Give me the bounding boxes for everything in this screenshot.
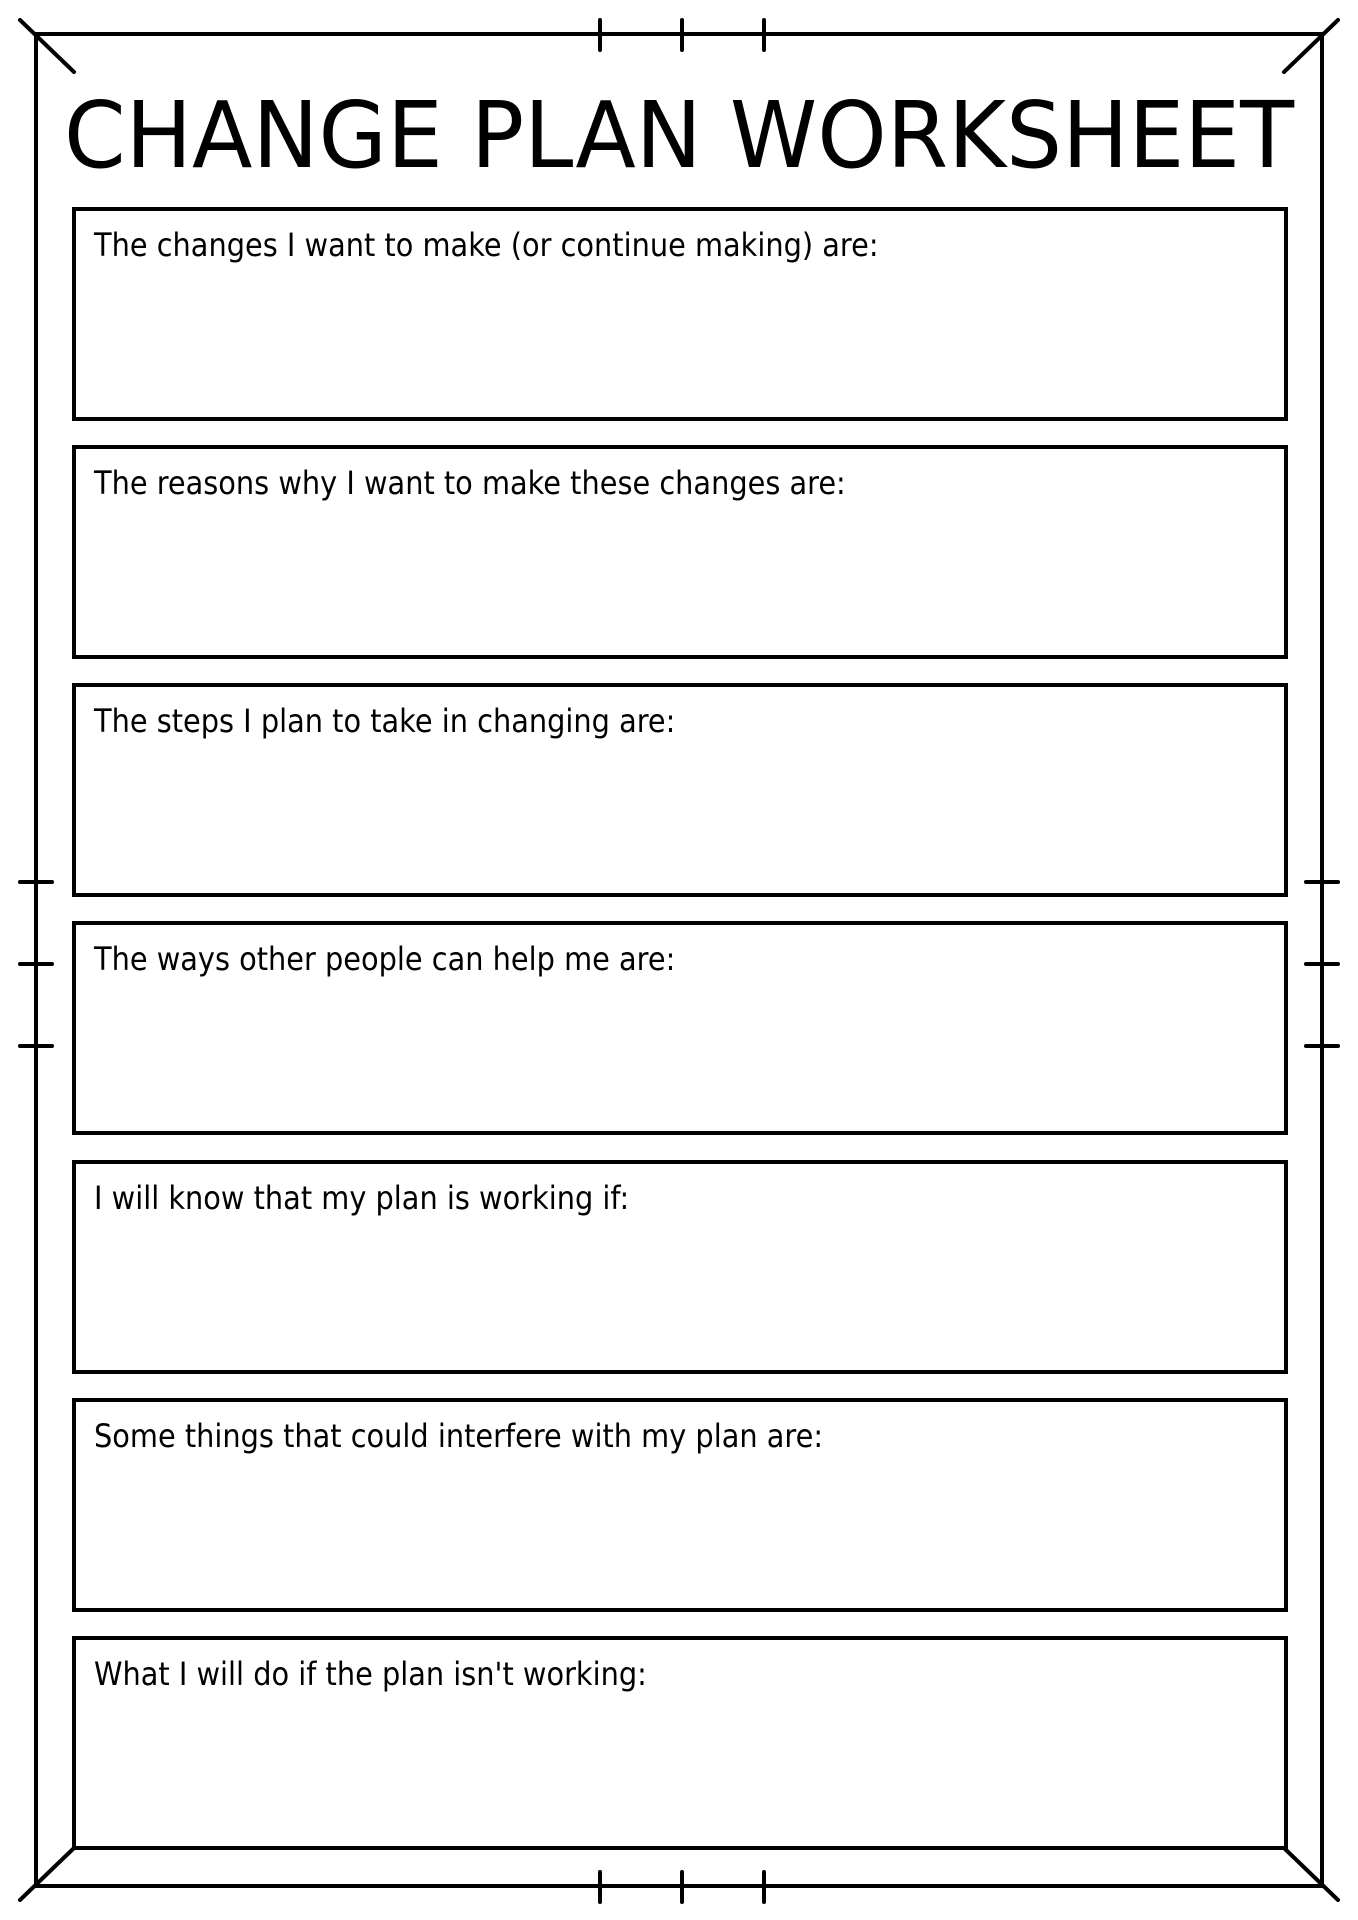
answer-box-changes[interactable]	[72, 207, 1288, 421]
corner-bl-mark	[20, 1848, 74, 1900]
answer-box-help[interactable]	[72, 921, 1288, 1135]
section-label: The reasons why I want to make these changes are:	[94, 464, 846, 502]
section-label: Some things that could interfere with my plan are:	[94, 1417, 824, 1455]
answer-box-reasons[interactable]	[72, 445, 1288, 659]
section-label: The changes I want to make (or continue making) are:	[94, 226, 879, 264]
corner-br-mark	[1284, 1848, 1338, 1900]
answer-box-steps[interactable]	[72, 683, 1288, 897]
answer-box-interference[interactable]	[72, 1398, 1288, 1612]
page-title: CHANGE PLAN WORKSHEET	[63, 82, 1295, 189]
section-label: I will know that my plan is working if:	[94, 1179, 630, 1217]
section-label: What I will do if the plan isn't working:	[94, 1655, 647, 1693]
corner-tr-mark	[1284, 20, 1338, 72]
corner-tl-mark	[20, 20, 74, 72]
section-label: The steps I plan to take in changing are:	[94, 702, 676, 740]
answer-box-working-signs[interactable]	[72, 1160, 1288, 1374]
section-label: The ways other people can help me are:	[94, 940, 676, 978]
answer-box-fallback[interactable]	[72, 1636, 1288, 1850]
